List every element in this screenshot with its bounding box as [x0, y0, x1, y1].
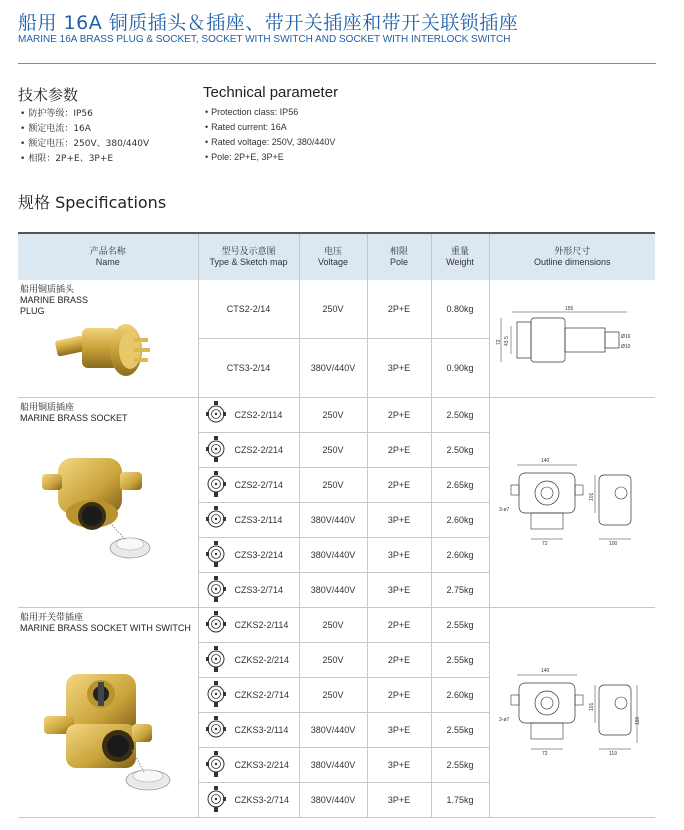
weight-cell: 2.60kg [431, 503, 489, 538]
param-item: • Rated voltage: 250V, 380/440V [205, 135, 335, 150]
header-divider [18, 63, 656, 64]
voltage-cell: 250V [299, 433, 367, 468]
weight-cell: 2.60kg [431, 538, 489, 573]
model-cell: CZS3-2/114 [198, 503, 299, 538]
param-item: • 防护等级：IP56 [20, 107, 149, 122]
svg-text:101: 101 [589, 492, 596, 501]
param-item: • Pole: 2P+E, 3P+E [205, 150, 335, 165]
outline-cell [489, 398, 655, 608]
svg-text:43.5: 43.5 [504, 335, 511, 346]
pole-cell: 3P+E [367, 538, 431, 573]
voltage-cell: 380V/440V [299, 783, 367, 818]
socket-sketch-icon [205, 400, 227, 430]
socket-sketch-icon [205, 505, 227, 535]
plug-outline-drawing [497, 304, 647, 374]
model-cell: CZS3-2/214 [198, 538, 299, 573]
brass-plug-image [48, 314, 168, 384]
param-item: • 相限：2P+E、3P+E [20, 152, 149, 167]
param-item: • 额定电流：16A [20, 122, 149, 137]
brass-socket-with-switch-image [36, 668, 176, 798]
tech-params-list-cn [20, 107, 149, 167]
weight-cell: 2.75kg [431, 573, 489, 608]
pole-cell: 3P+E [367, 748, 431, 783]
pole-cell: 2P+E [367, 643, 431, 678]
svg-text:101: 101 [589, 702, 596, 711]
table-row [18, 398, 655, 433]
product-cell-plug: 船用铜质插头 MARINE BRASS PLUG [18, 280, 198, 398]
outline-cell [489, 608, 655, 818]
model-cell: CZKS3-2/714 [198, 783, 299, 818]
col-header-outline: 外形尺寸 Outline dimensions [489, 233, 655, 280]
col-header-voltage: 电压 Voltage [299, 233, 367, 280]
svg-text:100: 100 [609, 540, 618, 547]
param-item: • Protection class: IP56 [205, 105, 335, 120]
socket-sketch-icon [205, 575, 227, 605]
col-header-pole: 相限 Pole [367, 233, 431, 280]
voltage-cell: 250V [299, 398, 367, 433]
model-cell: CZKS2-2/714 [198, 678, 299, 713]
pole-cell: 3P+E [367, 339, 431, 398]
weight-cell: 0.90kg [431, 339, 489, 398]
voltage-cell: 380V/440V [299, 573, 367, 608]
col-header-type: 型号及示意图 Type & Sketch map [198, 233, 299, 280]
model-cell: CZKS2-2/114 [198, 608, 299, 643]
socket-sketch-icon [205, 715, 227, 745]
pole-cell: 3P+E [367, 503, 431, 538]
socket-sketch-icon [205, 470, 227, 500]
model-cell: CZKS3-2/214 [198, 748, 299, 783]
voltage-cell: 380V/440V [299, 748, 367, 783]
svg-text:72: 72 [542, 750, 548, 757]
param-item: • 额定电压：250V、380/440V [20, 137, 149, 152]
svg-text:155: 155 [565, 305, 574, 312]
outline-cell-plug [489, 280, 655, 398]
svg-text:72: 72 [542, 540, 548, 547]
pole-cell: 2P+E [367, 678, 431, 713]
tech-params-list-en [205, 105, 335, 165]
voltage-cell: 380V/440V [299, 538, 367, 573]
svg-text:140: 140 [541, 667, 550, 674]
voltage-cell: 250V [299, 468, 367, 503]
tech-params-heading-cn: 技术参数 [18, 86, 79, 104]
model-cell: CZS2-2/714 [198, 468, 299, 503]
product-cell-socket-with-switch: 船用开关带插座 MARINE BRASS SOCKET WITH SWITCH [18, 608, 198, 818]
svg-text:119: 119 [609, 750, 618, 757]
weight-cell: 2.65kg [431, 468, 489, 503]
socket-sketch-icon [205, 435, 227, 465]
voltage-cell: 250V [299, 608, 367, 643]
weight-cell: 2.55kg [431, 608, 489, 643]
weight-cell: 1.75kg [431, 783, 489, 818]
svg-text:Ø16: Ø16 [621, 333, 631, 340]
weight-cell: 0.80kg [431, 280, 489, 339]
pole-cell: 2P+E [367, 468, 431, 503]
weight-cell: 2.55kg [431, 643, 489, 678]
model-cell: CZS3-2/714 [198, 573, 299, 608]
socket-sketch-icon [205, 785, 227, 815]
pole-cell: 2P+E [367, 398, 431, 433]
table-row [18, 608, 655, 643]
model-cell: CZKS3-2/114 [198, 713, 299, 748]
pole-cell: 2P+E [367, 433, 431, 468]
page-title-en: MARINE 16A BRASS PLUG & SOCKET, SOCKET WITH SWITCH AND SOCKET WITH INTERLOCK SWITCH [18, 34, 511, 45]
pole-cell: 3P+E [367, 573, 431, 608]
specifications-heading: 规格 Specifications [18, 193, 167, 212]
weight-cell: 2.55kg [431, 713, 489, 748]
svg-text:3-ø7: 3-ø7 [499, 506, 510, 513]
tech-params-heading-en: Technical parameter [203, 84, 339, 101]
socket-sketch-icon [205, 645, 227, 675]
pole-cell: 2P+E [367, 280, 431, 339]
pole-cell: 3P+E [367, 783, 431, 818]
voltage-cell: 380V/440V [299, 503, 367, 538]
model-cell: CTS2-2/14 [198, 280, 299, 339]
socket-outline-drawing [497, 453, 647, 553]
table-header-row [18, 233, 655, 280]
model-cell: CZS2-2/214 [198, 433, 299, 468]
voltage-cell: 250V [299, 280, 367, 339]
socket-sketch-icon [205, 680, 227, 710]
specifications-table [18, 232, 655, 818]
weight-cell: 2.60kg [431, 678, 489, 713]
param-item: • Rated current: 16A [205, 120, 335, 135]
weight-cell: 2.55kg [431, 748, 489, 783]
svg-text:Ø10: Ø10 [621, 343, 631, 350]
col-header-weight: 重量 Weight [431, 233, 489, 280]
brass-socket-image [36, 448, 166, 568]
model-cell: CZKS2-2/214 [198, 643, 299, 678]
voltage-cell: 380V/440V [299, 339, 367, 398]
voltage-cell: 380V/440V [299, 713, 367, 748]
table-row [18, 280, 655, 339]
svg-text:140: 140 [541, 457, 550, 464]
col-header-name: 产品名称 Name [18, 233, 198, 280]
svg-text:72: 72 [496, 338, 503, 345]
pole-cell: 2P+E [367, 608, 431, 643]
page-title-cn: 船用 16A 铜质插头＆插座、带开关插座和带开关联锁插座 [18, 12, 519, 34]
socket-sketch-icon [205, 610, 227, 640]
weight-cell: 2.50kg [431, 398, 489, 433]
socket-sketch-icon [205, 540, 227, 570]
svg-text:180: 180 [635, 716, 642, 725]
socket-outline-drawing [497, 663, 647, 763]
model-cell: CTS3-2/14 [198, 339, 299, 398]
weight-cell: 2.50kg [431, 433, 489, 468]
voltage-cell: 250V [299, 643, 367, 678]
model-cell: CZS2-2/114 [198, 398, 299, 433]
socket-sketch-icon [205, 750, 227, 780]
svg-text:3-ø7: 3-ø7 [499, 716, 510, 723]
voltage-cell: 250V [299, 678, 367, 713]
product-cell-socket: 船用铜质插座 MARINE BRASS SOCKET [18, 398, 198, 608]
pole-cell: 3P+E [367, 713, 431, 748]
